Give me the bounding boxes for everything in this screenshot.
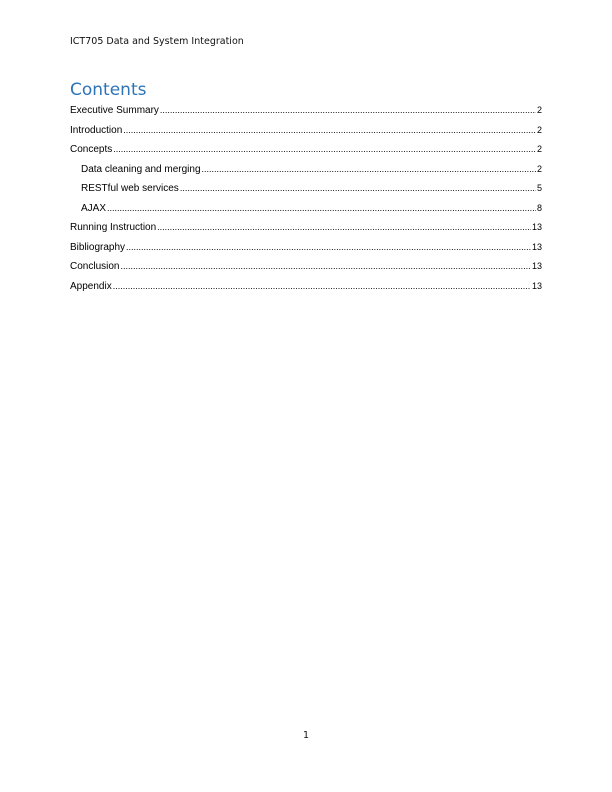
toc-entry-label: Introduction [70,124,123,136]
toc-entry-page: 8 [536,202,542,213]
toc-entry-page: 2 [536,144,542,154]
toc-entry-appendix[interactable] [70,278,542,298]
table-of-contents [70,102,542,297]
toc-entry-running-instruction[interactable] [70,219,542,239]
toc-entry-page: 13 [531,261,542,271]
toc-entry-page: 2 [536,124,542,135]
toc-dot-leader [113,142,536,157]
toc-entry-restful-web-services[interactable] [70,180,542,200]
toc-entry-label: RESTful web services [81,183,179,194]
toc-entry-conclusion[interactable] [70,258,542,278]
toc-title: Contents [70,80,147,100]
toc-entry-label: Bibliography [70,241,126,253]
toc-dot-leader [180,181,536,196]
toc-entry-label: Appendix [70,280,112,292]
toc-entry-page: 5 [536,183,542,193]
toc-entry-page: 13 [531,280,542,291]
toc-entry-label: AJAX [81,202,107,214]
toc-entry-page: 2 [536,105,542,115]
toc-entry-bibliography[interactable] [70,239,542,259]
toc-dot-leader [126,240,531,255]
toc-entry-label: Data cleaning and merging [81,163,201,175]
toc-entry-executive-summary[interactable] [70,102,542,122]
toc-entry-page: 13 [531,222,542,232]
toc-entry-introduction[interactable] [70,122,542,142]
toc-entry-data-cleaning[interactable] [70,161,542,181]
toc-entry-page: 2 [536,163,542,174]
toc-entry-concepts[interactable] [70,141,542,161]
toc-dot-leader [160,103,536,118]
toc-entry-label: Running Instruction [70,222,157,233]
toc-dot-leader [120,259,531,274]
toc-dot-leader [157,220,531,235]
toc-entry-ajax[interactable] [70,200,542,220]
page-number: 1 [302,730,310,741]
toc-entry-page: 13 [531,241,542,252]
toc-entry-label: Executive Summary [70,105,159,116]
toc-entry-label: Conclusion [70,261,120,272]
toc-entry-label: Concepts [70,144,113,155]
toc-dot-leader [107,201,536,216]
toc-dot-leader [113,279,531,294]
toc-dot-leader [202,162,536,177]
toc-dot-leader [123,123,536,138]
page-header: ICT705 Data and System Integration [70,36,244,47]
